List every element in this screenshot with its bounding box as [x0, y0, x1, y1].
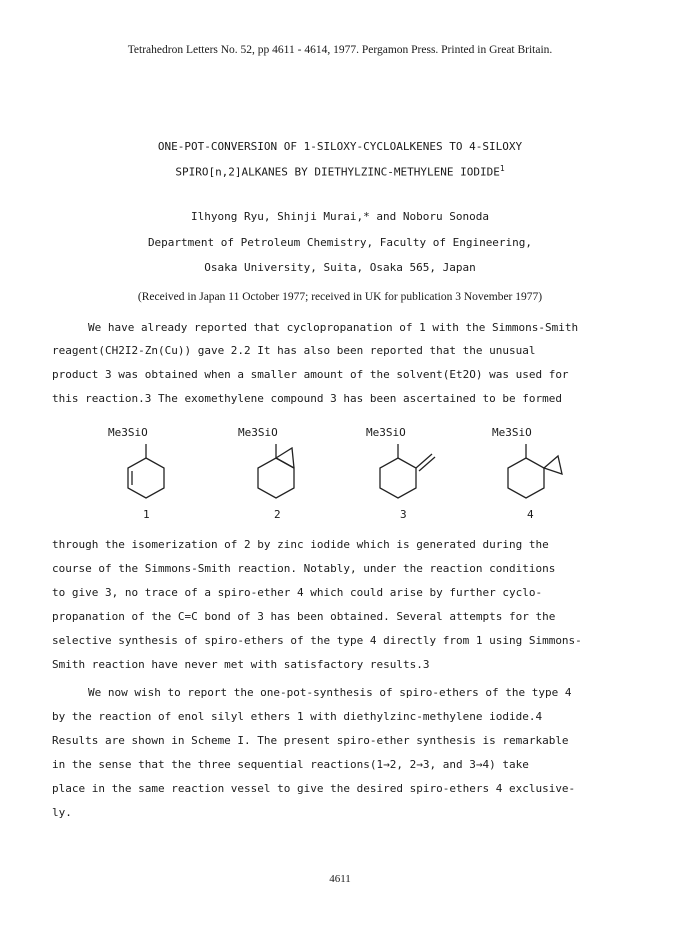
journal-header: Tetrahedron Letters No. 52, pp 4611 - 4614, 1977. Pergamon Press. Printed in Great Britain.	[127, 44, 553, 56]
affiliation-line-2: Osaka University, Suita, Osaka 565, Japan	[204, 261, 476, 274]
title-line-1: ONE-POT-CONVERSION OF 1-SILOXY-CYCLOALKENES TO 4-SILOXY	[157, 140, 523, 153]
compound-number-4: 4	[527, 508, 534, 521]
para1-line1: We have already reported that cyclopropanation of 1 with the Simmons-Smith	[88, 321, 579, 334]
para2-line2: course of the Simmons-Smith reaction. Notably, under the reaction conditions	[52, 562, 556, 575]
author-names: Ilhyong Ryu, Shinji Murai,* and Noboru Sonoda	[190, 210, 489, 223]
title-line-2-text: SPIRO[n,2]ALKANES BY DIETHYLZINC-METHYLENE IODIDE	[175, 165, 500, 179]
structure-1-drawing	[108, 440, 198, 520]
para2-line3: to give 3, no trace of a spiro-ether 4 which could arise by further cyclo-	[52, 586, 543, 599]
para3-line3: Results are shown in Scheme I. The present spiro-ether synthesis is remarkable	[52, 734, 569, 747]
received-line: (Received in Japan 11 October 1977; received in UK for publication 3 November 1977)	[137, 291, 543, 303]
para2-line6: Smith reaction have never met with satisfactory results.3	[52, 658, 430, 671]
structure-1-label: Me3SiO	[108, 426, 148, 439]
structure-4-drawing	[492, 440, 582, 520]
para3-line4: in the sense that the three sequential reactions(1→2, 2→3, and 3→4) take	[52, 758, 529, 771]
para1-line4: this reaction.3 The exomethylene compound 3 has been ascertained to be formed	[52, 392, 562, 405]
structure-4-label: Me3SiO	[492, 426, 532, 439]
compound-number-1: 1	[143, 508, 150, 521]
para2-line5: selective synthesis of spiro-ethers of the type 4 directly from 1 using Simmons-	[52, 634, 582, 647]
compound-number-2: 2	[274, 508, 281, 521]
para3-line1: We now wish to report the one-pot-synthesis of spiro-ethers of the type 4	[88, 686, 572, 699]
title-footnote-mark: 1	[499, 164, 505, 173]
structure-3-drawing	[366, 440, 456, 520]
para1-line3: product 3 was obtained when a smaller amount of the solvent(Et2O) was used for	[52, 368, 569, 381]
structure-3-label: Me3SiO	[366, 426, 406, 439]
title-line-2	[0, 164, 680, 179]
structure-3	[366, 426, 456, 536]
structure-2-drawing	[238, 440, 328, 520]
structure-2	[238, 426, 328, 536]
affiliation-line-1: Department of Petroleum Chemistry, Faculty of Engineering,	[147, 236, 533, 249]
para2-line4: propanation of the C=C bond of 3 has been obtained. Several attempts for the	[52, 610, 556, 623]
compound-number-3: 3	[400, 508, 407, 521]
para3-line2: by the reaction of enol silyl ethers 1 with diethylzinc-methylene iodide.4	[52, 710, 543, 723]
para1-line2: reagent(CH2I2-Zn(Cu)) gave 2.2 It has also been reported that the unusual	[52, 344, 536, 357]
structure-4	[492, 426, 582, 536]
structure-2-label: Me3SiO	[238, 426, 278, 439]
para2-line1: through the isomerization of 2 by zinc iodide which is generated during the	[52, 538, 549, 551]
para3-line6: ly.	[52, 806, 72, 819]
para3-line5: place in the same reaction vessel to give the desired spiro-ethers 4 exclusive-	[52, 782, 576, 795]
structure-1	[108, 426, 198, 536]
page-number: 4611	[329, 873, 351, 885]
